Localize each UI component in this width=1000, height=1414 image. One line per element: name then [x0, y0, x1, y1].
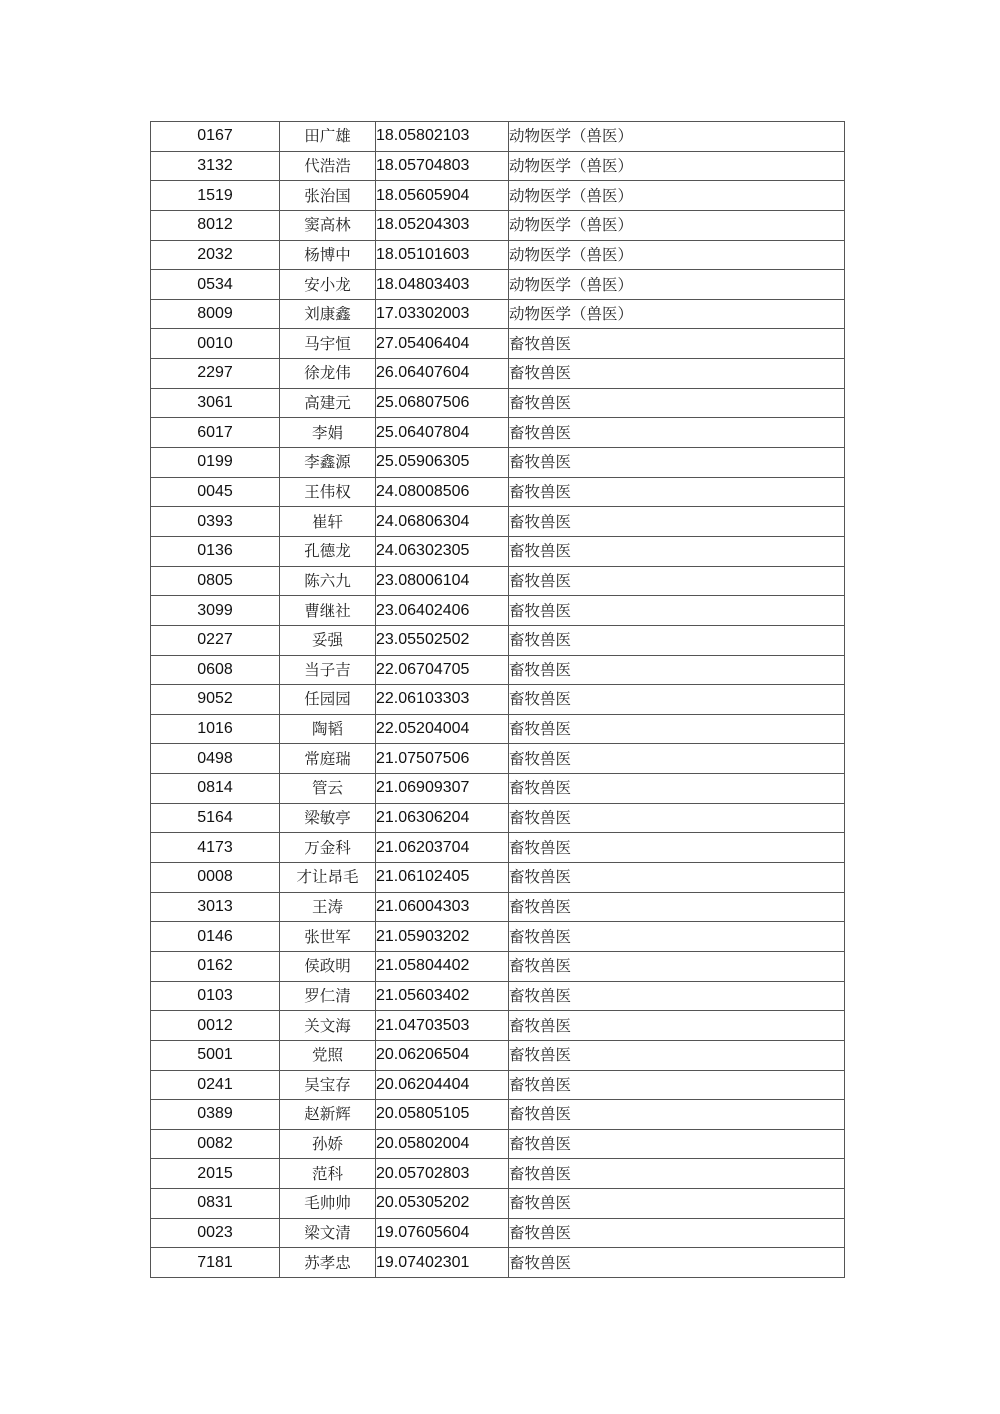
score-cell: 21.05804402: [376, 951, 509, 981]
score-cell: 24.06806304: [376, 507, 509, 537]
candidate-name-cell: 孙娇: [280, 1129, 376, 1159]
table-row: [151, 448, 845, 478]
table-row: [151, 1011, 845, 1041]
candidate-name-cell: 妥强: [280, 625, 376, 655]
candidate-name-cell: 毛帅帅: [280, 1189, 376, 1219]
candidate-id-cell: 0012: [151, 1011, 280, 1041]
table-row: [151, 536, 845, 566]
table-row: [151, 1070, 845, 1100]
candidate-name-cell: 马宇恒: [280, 329, 376, 359]
major-cell: 畜牧兽医: [509, 359, 845, 389]
candidate-id-cell: 0045: [151, 477, 280, 507]
table-row: [151, 329, 845, 359]
candidate-name-cell: 刘康鑫: [280, 299, 376, 329]
table-row: [151, 566, 845, 596]
score-cell: 20.05802004: [376, 1129, 509, 1159]
candidate-id-cell: 0393: [151, 507, 280, 537]
candidate-id-cell: 9052: [151, 685, 280, 715]
table-row: [151, 863, 845, 893]
score-cell: 21.06203704: [376, 833, 509, 863]
major-cell: 畜牧兽医: [509, 1129, 845, 1159]
score-cell: 21.05903202: [376, 922, 509, 952]
candidate-name-cell: 徐龙伟: [280, 359, 376, 389]
candidate-name-cell: 苏孝忠: [280, 1248, 376, 1278]
major-cell: 动物医学（兽医）: [509, 181, 845, 211]
table-row: [151, 210, 845, 240]
table-row: [151, 418, 845, 448]
score-cell: 25.06407804: [376, 418, 509, 448]
major-cell: 畜牧兽医: [509, 1011, 845, 1041]
major-cell: 动物医学（兽医）: [509, 210, 845, 240]
table-row: [151, 803, 845, 833]
table-row: [151, 951, 845, 981]
table-row: [151, 1100, 845, 1130]
major-cell: 畜牧兽医: [509, 655, 845, 685]
major-cell: 畜牧兽医: [509, 1100, 845, 1130]
candidate-id-cell: 0010: [151, 329, 280, 359]
candidate-name-cell: 崔轩: [280, 507, 376, 537]
table-row: [151, 1159, 845, 1189]
candidate-name-cell: 党照: [280, 1040, 376, 1070]
major-cell: 畜牧兽医: [509, 418, 845, 448]
table-row: [151, 1129, 845, 1159]
score-cell: 22.06103303: [376, 685, 509, 715]
candidate-name-cell: 常庭瑞: [280, 744, 376, 774]
candidate-id-cell: 0227: [151, 625, 280, 655]
candidate-name-cell: 任园园: [280, 685, 376, 715]
candidate-id-cell: 3132: [151, 151, 280, 181]
candidate-name-cell: 代浩浩: [280, 151, 376, 181]
score-cell: 19.07402301: [376, 1248, 509, 1278]
score-cell: 20.06204404: [376, 1070, 509, 1100]
table-row: [151, 892, 845, 922]
score-cell: 24.06302305: [376, 536, 509, 566]
score-cell: 22.05204004: [376, 714, 509, 744]
table-row: [151, 388, 845, 418]
candidate-id-cell: 5164: [151, 803, 280, 833]
score-cell: 20.05305202: [376, 1189, 509, 1219]
table-row: [151, 625, 845, 655]
candidate-name-cell: 罗仁清: [280, 981, 376, 1011]
roster-table: [150, 121, 845, 1278]
score-cell: 23.05502502: [376, 625, 509, 655]
candidate-name-cell: 陶韬: [280, 714, 376, 744]
score-cell: 22.06704705: [376, 655, 509, 685]
table-row: [151, 774, 845, 804]
table-row: [151, 833, 845, 863]
candidate-name-cell: 才让昂毛: [280, 863, 376, 893]
table-row: [151, 685, 845, 715]
candidate-name-cell: 侯政明: [280, 951, 376, 981]
score-cell: 25.05906305: [376, 448, 509, 478]
score-cell: 21.06102405: [376, 863, 509, 893]
candidate-name-cell: 张世军: [280, 922, 376, 952]
candidate-id-cell: 0023: [151, 1218, 280, 1248]
score-cell: 18.04803403: [376, 270, 509, 300]
major-cell: 畜牧兽医: [509, 388, 845, 418]
major-cell: 畜牧兽医: [509, 1189, 845, 1219]
major-cell: 畜牧兽医: [509, 1040, 845, 1070]
major-cell: 动物医学（兽医）: [509, 240, 845, 270]
candidate-id-cell: 3061: [151, 388, 280, 418]
roster-table-body: [151, 122, 845, 1278]
candidate-name-cell: 关文海: [280, 1011, 376, 1041]
table-row: [151, 477, 845, 507]
candidate-name-cell: 杨博中: [280, 240, 376, 270]
major-cell: 畜牧兽医: [509, 477, 845, 507]
score-cell: 23.06402406: [376, 596, 509, 626]
candidate-name-cell: 安小龙: [280, 270, 376, 300]
score-cell: 21.04703503: [376, 1011, 509, 1041]
major-cell: 畜牧兽医: [509, 1159, 845, 1189]
candidate-name-cell: 张治国: [280, 181, 376, 211]
score-cell: 18.05605904: [376, 181, 509, 211]
score-cell: 23.08006104: [376, 566, 509, 596]
score-cell: 20.05805105: [376, 1100, 509, 1130]
table-row: [151, 596, 845, 626]
candidate-id-cell: 0146: [151, 922, 280, 952]
table-row: [151, 1040, 845, 1070]
major-cell: 畜牧兽医: [509, 922, 845, 952]
major-cell: 畜牧兽医: [509, 685, 845, 715]
major-cell: 畜牧兽医: [509, 981, 845, 1011]
score-cell: 25.06807506: [376, 388, 509, 418]
score-cell: 21.06306204: [376, 803, 509, 833]
major-cell: 动物医学（兽医）: [509, 270, 845, 300]
candidate-id-cell: 0814: [151, 774, 280, 804]
major-cell: 畜牧兽医: [509, 774, 845, 804]
table-row: [151, 714, 845, 744]
candidate-id-cell: 0167: [151, 122, 280, 152]
candidate-name-cell: 田广雄: [280, 122, 376, 152]
major-cell: 畜牧兽医: [509, 1070, 845, 1100]
score-cell: 18.05204303: [376, 210, 509, 240]
candidate-name-cell: 万金科: [280, 833, 376, 863]
score-cell: 21.07507506: [376, 744, 509, 774]
major-cell: 畜牧兽医: [509, 951, 845, 981]
candidate-name-cell: 陈六九: [280, 566, 376, 596]
candidate-id-cell: 1016: [151, 714, 280, 744]
candidate-id-cell: 0389: [151, 1100, 280, 1130]
table-row: [151, 1189, 845, 1219]
candidate-id-cell: 0498: [151, 744, 280, 774]
major-cell: 畜牧兽医: [509, 625, 845, 655]
candidate-id-cell: 0805: [151, 566, 280, 596]
major-cell: 畜牧兽医: [509, 1218, 845, 1248]
candidate-id-cell: 0534: [151, 270, 280, 300]
score-cell: 18.05101603: [376, 240, 509, 270]
candidate-id-cell: 0103: [151, 981, 280, 1011]
candidate-name-cell: 曹继社: [280, 596, 376, 626]
candidate-name-cell: 李娟: [280, 418, 376, 448]
candidate-name-cell: 孔德龙: [280, 536, 376, 566]
candidate-name-cell: 高建元: [280, 388, 376, 418]
score-cell: 19.07605604: [376, 1218, 509, 1248]
major-cell: 畜牧兽医: [509, 536, 845, 566]
candidate-name-cell: 窦高林: [280, 210, 376, 240]
major-cell: 畜牧兽医: [509, 833, 845, 863]
major-cell: 畜牧兽医: [509, 744, 845, 774]
table-row: [151, 1248, 845, 1278]
major-cell: 畜牧兽医: [509, 596, 845, 626]
score-cell: 24.08008506: [376, 477, 509, 507]
candidate-name-cell: 吴宝存: [280, 1070, 376, 1100]
candidate-id-cell: 2032: [151, 240, 280, 270]
table-row: [151, 181, 845, 211]
candidate-id-cell: 0162: [151, 951, 280, 981]
table-row: [151, 359, 845, 389]
candidate-id-cell: 0608: [151, 655, 280, 685]
candidate-id-cell: 6017: [151, 418, 280, 448]
candidate-id-cell: 8009: [151, 299, 280, 329]
major-cell: 畜牧兽医: [509, 448, 845, 478]
table-row: [151, 655, 845, 685]
major-cell: 畜牧兽医: [509, 1248, 845, 1278]
score-cell: 18.05704803: [376, 151, 509, 181]
table-row: [151, 922, 845, 952]
candidate-name-cell: 李鑫源: [280, 448, 376, 478]
candidate-id-cell: 0199: [151, 448, 280, 478]
candidate-id-cell: 8012: [151, 210, 280, 240]
candidate-id-cell: 5001: [151, 1040, 280, 1070]
score-cell: 21.05603402: [376, 981, 509, 1011]
candidate-id-cell: 4173: [151, 833, 280, 863]
candidate-id-cell: 7181: [151, 1248, 280, 1278]
score-cell: 27.05406404: [376, 329, 509, 359]
table-row: [151, 1218, 845, 1248]
candidate-id-cell: 2297: [151, 359, 280, 389]
table-row: [151, 122, 845, 152]
candidate-id-cell: 3099: [151, 596, 280, 626]
major-cell: 畜牧兽医: [509, 329, 845, 359]
candidate-id-cell: 1519: [151, 181, 280, 211]
major-cell: 动物医学（兽医）: [509, 299, 845, 329]
candidate-id-cell: 2015: [151, 1159, 280, 1189]
score-cell: 20.06206504: [376, 1040, 509, 1070]
major-cell: 动物医学（兽医）: [509, 151, 845, 181]
candidate-id-cell: 0831: [151, 1189, 280, 1219]
major-cell: 动物医学（兽医）: [509, 122, 845, 152]
score-cell: 18.05802103: [376, 122, 509, 152]
score-cell: 21.06004303: [376, 892, 509, 922]
major-cell: 畜牧兽医: [509, 714, 845, 744]
candidate-name-cell: 管云: [280, 774, 376, 804]
major-cell: 畜牧兽医: [509, 892, 845, 922]
candidate-id-cell: 0082: [151, 1129, 280, 1159]
table-row: [151, 240, 845, 270]
candidate-name-cell: 梁敏亭: [280, 803, 376, 833]
candidate-id-cell: 3013: [151, 892, 280, 922]
candidate-name-cell: 赵新辉: [280, 1100, 376, 1130]
major-cell: 畜牧兽医: [509, 863, 845, 893]
candidate-name-cell: 范科: [280, 1159, 376, 1189]
candidate-name-cell: 王伟权: [280, 477, 376, 507]
table-row: [151, 744, 845, 774]
table-row: [151, 299, 845, 329]
table-row: [151, 981, 845, 1011]
table-row: [151, 507, 845, 537]
candidate-name-cell: 当子吉: [280, 655, 376, 685]
candidate-id-cell: 0241: [151, 1070, 280, 1100]
major-cell: 畜牧兽医: [509, 507, 845, 537]
major-cell: 畜牧兽医: [509, 566, 845, 596]
table-row: [151, 151, 845, 181]
candidate-name-cell: 王涛: [280, 892, 376, 922]
major-cell: 畜牧兽医: [509, 803, 845, 833]
score-cell: 20.05702803: [376, 1159, 509, 1189]
candidate-id-cell: 0136: [151, 536, 280, 566]
score-cell: 26.06407604: [376, 359, 509, 389]
candidate-name-cell: 梁文清: [280, 1218, 376, 1248]
table-row: [151, 270, 845, 300]
candidate-id-cell: 0008: [151, 863, 280, 893]
score-cell: 21.06909307: [376, 774, 509, 804]
score-cell: 17.03302003: [376, 299, 509, 329]
